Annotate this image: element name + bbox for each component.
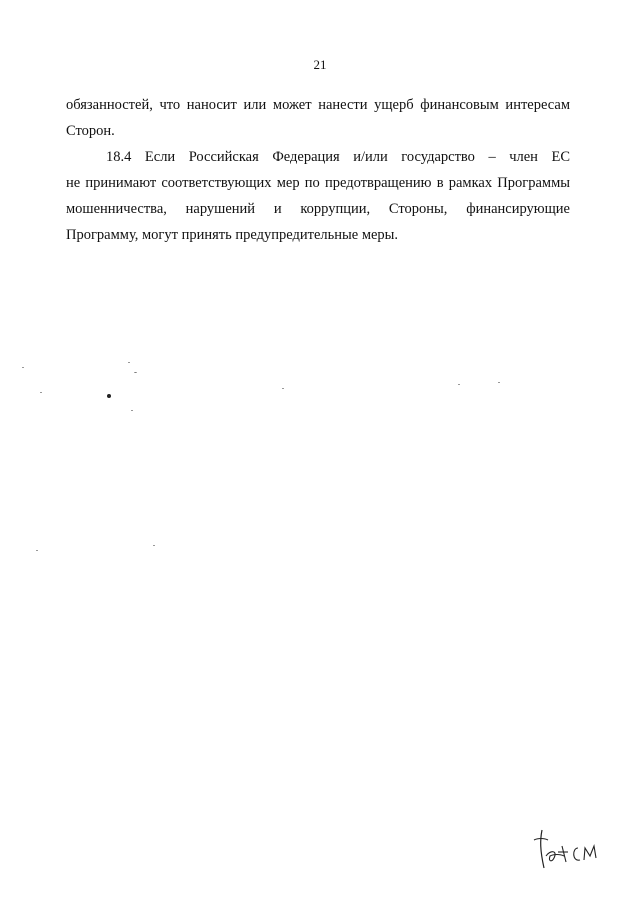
text-line: Программу, могут принять предупредительные меры. — [66, 227, 399, 243]
noise-dot — [22, 367, 24, 368]
text-line: мошенничества, нарушений и коррупции, Стороны, финансирующие — [66, 201, 570, 217]
noise-dot — [153, 545, 155, 546]
handwritten-initials — [528, 826, 608, 876]
noise-dot — [282, 388, 284, 389]
noise-dot — [134, 372, 137, 373]
text-line: обязанностей, что наносит или может нанести ущерб финансовым интересам — [66, 97, 570, 113]
noise-dot — [40, 392, 42, 393]
noise-dot — [458, 384, 460, 385]
paragraph-continuation — [66, 92, 570, 144]
noise-dot — [131, 410, 133, 411]
noise-dot — [128, 362, 130, 363]
page-number: 21 — [313, 57, 327, 72]
text-line: 18.4 Если Российская Федерация и/или государство – член ЕС — [106, 149, 570, 165]
text-line: не принимают соответствующих мер по предотвращению в рамках Программы — [66, 175, 570, 191]
text-line: Сторон. — [66, 123, 115, 139]
noise-dot — [36, 550, 38, 551]
noise-dot — [107, 394, 111, 398]
paragraph-18-4 — [66, 144, 570, 248]
noise-dot — [498, 382, 500, 383]
